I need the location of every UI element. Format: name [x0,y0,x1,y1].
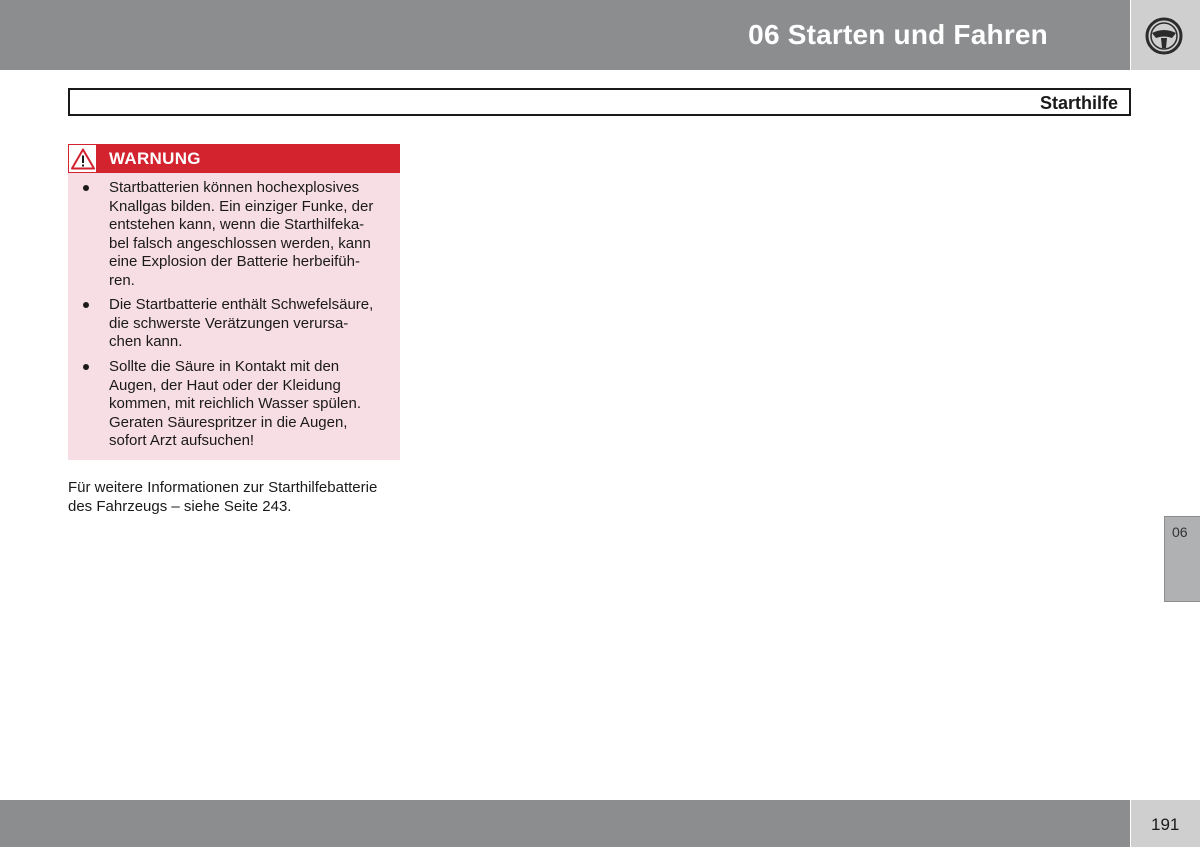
warning-label: WARNUNG [109,149,201,168]
warning-header [68,144,400,173]
chapter-tab[interactable] [1164,516,1200,602]
chapter-icon-box [1131,0,1200,70]
warning-text-line: kommen, mit reichlich Wasser spülen. [109,395,362,413]
section-bar [68,88,1131,116]
warning-text-line: Startbatterien können hochexplosives [109,179,360,196]
warning-text-line: eine Explosion der Batterie herbeifüh- [109,253,360,271]
warning-triangle-icon [71,148,95,170]
warning-box [68,144,400,460]
chapter-tab-label: 06 [1172,524,1188,540]
footer-band [0,800,1130,847]
warning-text-line: sofort Arzt aufsuchen! [109,432,255,450]
warning-text-line: Sollte die Säure in Kontakt mit den [109,358,340,375]
header-band [0,0,1130,70]
bullet-point [83,364,89,370]
warning-text-line: die schwerste Verätzungen verursa- [109,314,349,332]
warning-text-line: Augen, der Haut oder der Kleidung [109,376,341,394]
bullet-point [83,185,89,191]
warning-text-line: Geraten Säurespritzer in die Augen, [109,413,348,431]
info-text-line: des Fahrzeugs – siehe Seite 243. [68,498,292,515]
page-number: 191 [1151,815,1180,834]
warning-text-line: ren. [109,272,135,289]
warning-text-line: Knallgas bilden. Ein einziger Funke, der [109,197,374,215]
warning-text-line: Die Startbatterie enthält Schwefelsäure, [109,296,374,313]
warning-text-line: chen kann. [109,333,183,351]
steering-wheel-icon [1144,16,1184,56]
warning-text-line: entstehen kann, wenn die Starthilfeka- [109,216,365,234]
chapter-title: 06 Starten und Fahren [748,19,1048,50]
warning-text-line: bel falsch angeschlossen werden, kann [109,234,371,252]
bullet-point [83,302,89,308]
info-text-line: Für weitere Informationen zur Starthilfebatterie [68,479,378,496]
section-title: Starthilfe [1039,93,1118,113]
footer-page-box [1131,800,1200,847]
warning-icon-box [68,144,97,173]
